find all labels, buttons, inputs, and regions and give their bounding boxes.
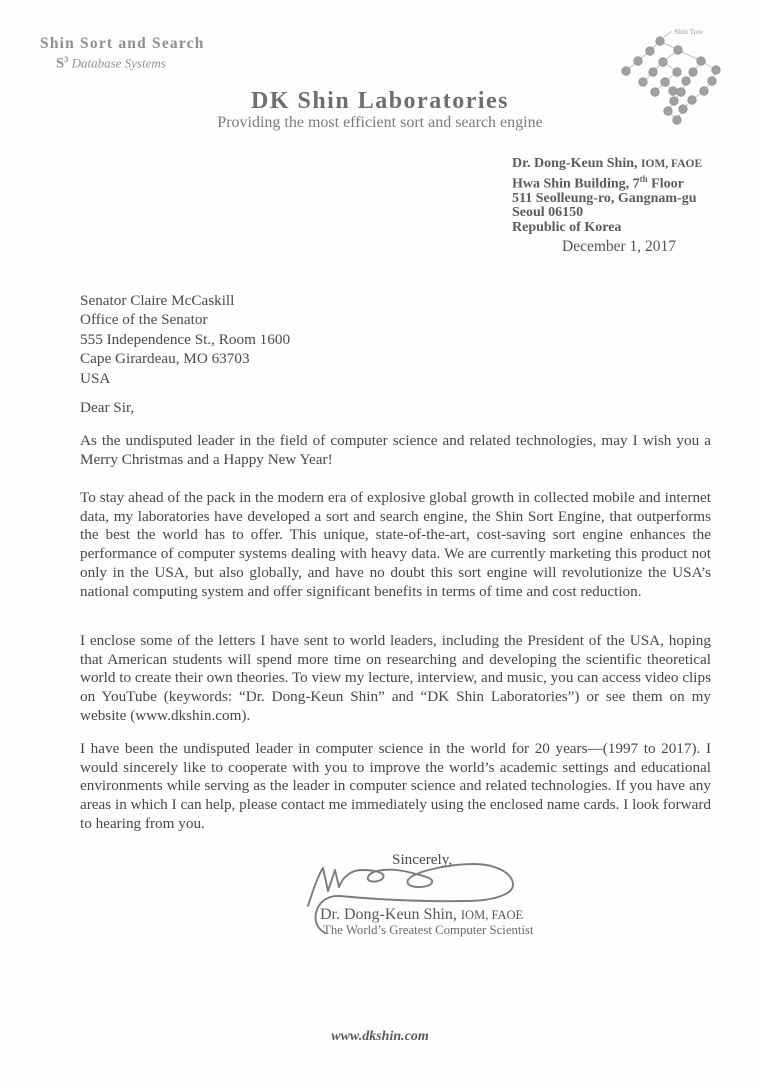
signer-titles: IOM, FAOE	[460, 908, 524, 922]
company-logo	[40, 35, 205, 72]
sender-address-line2: 511 Seolleung-ro, Gangnam-gu	[512, 190, 697, 206]
sender-address-block	[512, 157, 702, 236]
letter-date: December 1, 2017	[562, 238, 677, 255]
body-paragraph-2: To stay ahead of the pack in the modern era of explosive global growth in collected mobile and internet data, my laboratories have developed a sort and search engine, the Shin Sort Engine, that outperforms the best the world has to offer. This unique, state-of-the-art, cost-saving sort engine enhances the performance of computer systems dealing with heavy data. We are currently marketing this product not only in the USA, but also globally, and have no doubt this sort engine will revolutionize the USA’s national computing system and offer significant benefits in terms of time and cost reduction.	[80, 489, 711, 600]
recipient-city: Cape Girardeau, MO 63703	[80, 350, 250, 368]
logo-s3-sup: 3	[64, 54, 69, 64]
recipient-address-block	[80, 291, 290, 388]
closing-sincerely: Sincerely,	[392, 851, 453, 868]
logo-s3: S	[56, 55, 65, 72]
footer-website: www.dkshin.com	[331, 1029, 429, 1044]
sender-address-line4: Republic of Korea	[512, 220, 622, 236]
signer-subtitle: The World’s Greatest Computer Scientist	[323, 923, 534, 937]
body-paragraph-3: I enclose some of the letters I have sent to world leaders, including the President of the USA, hoping that American students will spend more time on researching and developing the scientific theoretical world to create their own theories. To view my lecture, interview, and music, you can access video clips on YouTube (keywords: “Dr. Dong-Keun Shin” and “DK Shin Laboratories”) or see them on my website (www.dkshin.com).	[80, 632, 711, 724]
body-paragraph-1: As the undisputed leader in the field of computer science and related technologies, may I wish you a Merry Christmas and a Happy New Year!	[80, 432, 711, 468]
sender-titles: IOM, FAOE	[641, 158, 703, 170]
logo-wordmark: Shin Sort and Search	[40, 35, 205, 52]
logo-database-systems: Database Systems	[68, 55, 166, 71]
sender-name: Dr. Dong-Keun Shin, IOM, FAOE	[512, 156, 703, 171]
recipient-office: Office of the Senator	[80, 311, 208, 329]
signer-name: Dr. Dong-Keun Shin, IOM, FAOE	[320, 906, 524, 923]
recipient-name: Senator Claire McCaskill	[80, 292, 235, 309]
company-name: DK Shin Laboratories	[250, 88, 510, 114]
logo-subline	[56, 54, 205, 72]
recipient-street: 555 Independence St., Room 1600	[80, 330, 291, 348]
shin-tree-label: Shin Tree	[674, 27, 703, 36]
company-tagline: Providing the most efficient sort and search engine	[217, 114, 543, 131]
recipient-country: USA	[80, 369, 111, 387]
sender-address-line1: Hwa Shin Building, 7th Floor	[512, 173, 684, 192]
body-paragraph-4: I have been the undisputed leader in computer science in the world for 20 years—(1997 to 2017). I would sincerely like to cooperate with you to improve the world’s academic settings and educational environments while serving as the leader in computer science and related technologies. If you have any areas in which I can help, please contact me immediately using the enclosed name cards. I look forward to hearing from you.	[80, 740, 711, 832]
salutation: Dear Sir,	[80, 399, 135, 416]
sender-address-line3: Seoul 06150	[512, 205, 584, 221]
